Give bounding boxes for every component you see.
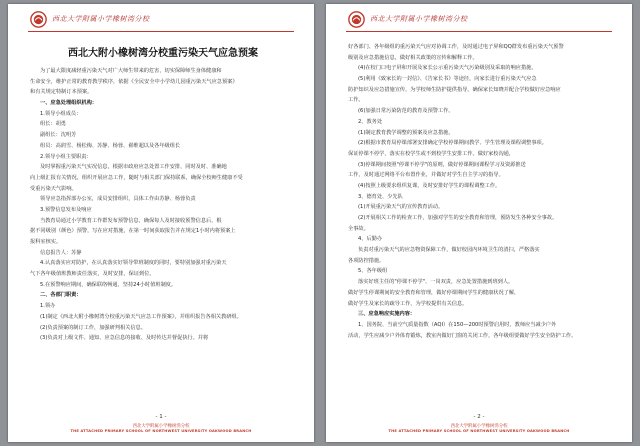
text-line: (1)制定《西北大附小橡树湾分校重污染天气应急工作预案》，并组织报告各相关教研组。 [40, 313, 242, 320]
text-line: 一、应急处理组织机构： [40, 100, 98, 107]
text-line: 据不同级别（颜色）预警，写在应对措施，在第一时间获取报告并在规定1小时内将预案上 [30, 228, 236, 235]
document-page-1 [8, 4, 314, 442]
text-line: 信息报告人：苏静 [40, 249, 82, 256]
text-line: (2)开展相关工作的检查工作，加强对学生的安全教育和管理，预防发生各种安全事故。 [358, 215, 558, 221]
text-line: 工作，及时通过网络平台布置作业，并做好对学生自主学习的指导。 [348, 172, 504, 179]
text-line: 5.在预警响应期间，确保联络畅通，坚持24小时值班制度。 [40, 281, 177, 288]
text-line: 全事故。 [348, 225, 369, 232]
text-line: 1、国务院、当前空气质量指数（AQI）在150—200时预警启用时，教师应当减少户外 [358, 321, 557, 328]
text-line: 二、各部门职责： [40, 292, 82, 299]
text-line: 组员：高润雪、杨松梅、苏静、杨蓉、翟维超以及各年级组长 [40, 142, 181, 149]
text-line: 和有关规定特制订本预案。 [30, 89, 93, 96]
text-line: (6)加强日常污染防范的教育及预警工作。 [358, 108, 454, 115]
text-line: (1)制定教育教学调整的预案及应急措施。 [358, 129, 454, 136]
text-line: 3.预警信息发布及响应 [40, 206, 92, 213]
text-line: 各项防控措施。 [348, 257, 385, 264]
school-logo-icon [348, 11, 365, 28]
text-line: 活动，学生应减少户外体育锻炼，教室内做好门窗的关闭工作，各年级组要做好学生安全防护工作。 [348, 332, 577, 339]
text-line: 3、德育处、少先队 [358, 193, 403, 200]
text-line: (3)负责对上级文件、通知、应急信息的接收、及时传达并督促执行。并将 [40, 335, 209, 342]
text-line: 气下各年级值班教师责任落实，及时安排，保证到位。 [30, 271, 155, 278]
text-line: 副组长：沈明芳 [40, 132, 77, 139]
text-line: 1.领办 [40, 303, 56, 310]
text-line: 生命安全，维护正常的教育教学秩序，依据《全民安全中小学幼儿园重污染天气应急预案》 [30, 78, 238, 85]
header-school-name: 西北大学附属小学橡树湾分校 [52, 15, 150, 23]
text-line: 2.领导小组主要职责： [40, 153, 92, 160]
text-line: 为了最大限度减轻重污染天气对广大师生带来的危害，切实保障师生身体健康和 [40, 68, 222, 74]
text-line: 级别及应急措施信息，做好相关政策的宣传和解释工作。 [348, 54, 478, 61]
text-line: 4.认真落实应对防护，在认真落实好领导带班制度的同时，要特别加强对重污染天 [40, 260, 227, 267]
page-header [346, 10, 612, 32]
text-line: 向上级汇报有关情况，组织开展应急工作，随时与相关部门保持联系，确保全校师生健康不受 [30, 174, 243, 181]
text-line: 1.领导小组成员： [40, 110, 82, 117]
footer-school-name-en: THE ATTACHED PRIMARY SCHOOL OF NORTHWEST UNIVERSITY OAKWOOD BRANCH [388, 429, 570, 433]
text-line: 做好学生及家长的疏导工作，为学校提供有关信息。 [348, 300, 468, 307]
page-header [28, 10, 294, 32]
text-line: 4、后勤办 [358, 236, 383, 243]
text-line: 防护知识及应急措施宣传，为学校师生防护提供指导。确保家长知晓并配合学校做好应急响应 [348, 86, 561, 93]
school-logo-icon [30, 11, 47, 28]
page-body [30, 38, 296, 412]
text-line: 5、各年级组 [358, 268, 388, 275]
text-line: 负责对重污染天气的应急物资保障工作，做好校园内环境卫生的清扫，严格落实 [358, 247, 540, 254]
text-line: 三、应急响应实施内容： [358, 311, 416, 318]
text-lines [348, 42, 614, 341]
footer-school-name-en: THE ATTACHED PRIMARY SCHOOL OF NORTHWEST UNIVERSITY OAKWOOD BRANCH [70, 429, 252, 433]
text-line: 当教育局通过小学教育工作群发布预警信息，确保每人及时接收预警信息后，根 [40, 217, 222, 224]
text-lines [30, 66, 296, 344]
text-line: (3)停课期间按照"停课不停学"的原则，做好停课期间课程学习及资源推送 [358, 161, 526, 168]
text-line: (5)利用《致家长的一封信》、《告家长书》等途径，向家长进行重污染天气应急 [358, 76, 537, 83]
text-line: 2、教务处 [358, 118, 383, 125]
page-body [348, 42, 614, 412]
document-title: 西北大附小橡树湾分校重污染天气应急预案 [68, 48, 258, 59]
text-line: 保证停课不停学，落实在校学生或不到校学生安排工作。做好家校沟通， [348, 150, 515, 157]
text-line: 领导应急指挥部办公室，成员安排组织，具体工作由苏静、杨蓉负责 [40, 196, 196, 203]
header-divider [346, 31, 612, 32]
text-line: 及时掌握重污染天气实况信息，根据市政府应急处置工作安排，同时及时、准确地 [40, 164, 227, 171]
page-number: - 1 - [155, 414, 167, 420]
text-line: (4)按照上级要求组织复课，及时安排好学生的课程调整工作。 [358, 182, 501, 189]
text-line: (2)根据市教育局停课部署安排确定学校停课期间教学、学生管理及课程调整事项。 [358, 140, 547, 147]
text-line: (2)负责预案的制订工作，加强研判相关信息。 [40, 324, 146, 331]
text-line: 做好学生停课期间的安全教育和管理，做好停课期间学生的健康状况了解， [348, 289, 520, 296]
page-footer [28, 414, 294, 436]
text-line: 受重污染天气影响。 [30, 185, 77, 192]
page-footer [346, 414, 612, 436]
header-divider [28, 31, 294, 32]
document-page-2 [326, 4, 632, 442]
text-line: (4)在校门口电子屏和开展及家长公示重污染天气污染级别及采取的响应措施。 [358, 65, 537, 72]
text-line: 报科室核实。 [30, 239, 62, 245]
header-school-name: 西北大学附属小学橡树湾分校 [370, 15, 468, 23]
page-number: - 2 - [473, 414, 485, 420]
footer-school-name: 西北大学附属小学橡树湾分校 [132, 424, 190, 429]
text-line: 工作。 [348, 97, 364, 104]
text-line: 好各部门、各年级组的重污染天气应对协调工作，及时通过电子屏和QQ群发布重污染天气预警 [348, 44, 564, 50]
text-line: 组长：胡勇 [40, 121, 66, 128]
text-line: 落实好班主任的"停课不停学"、一岗双责，应急处置措施到班到人。 [358, 279, 514, 286]
footer-school-name: 西北大学附属小学橡树湾分校 [450, 424, 508, 429]
text-line: (1)开展重污染天气的宣传教育活动。 [358, 204, 444, 211]
